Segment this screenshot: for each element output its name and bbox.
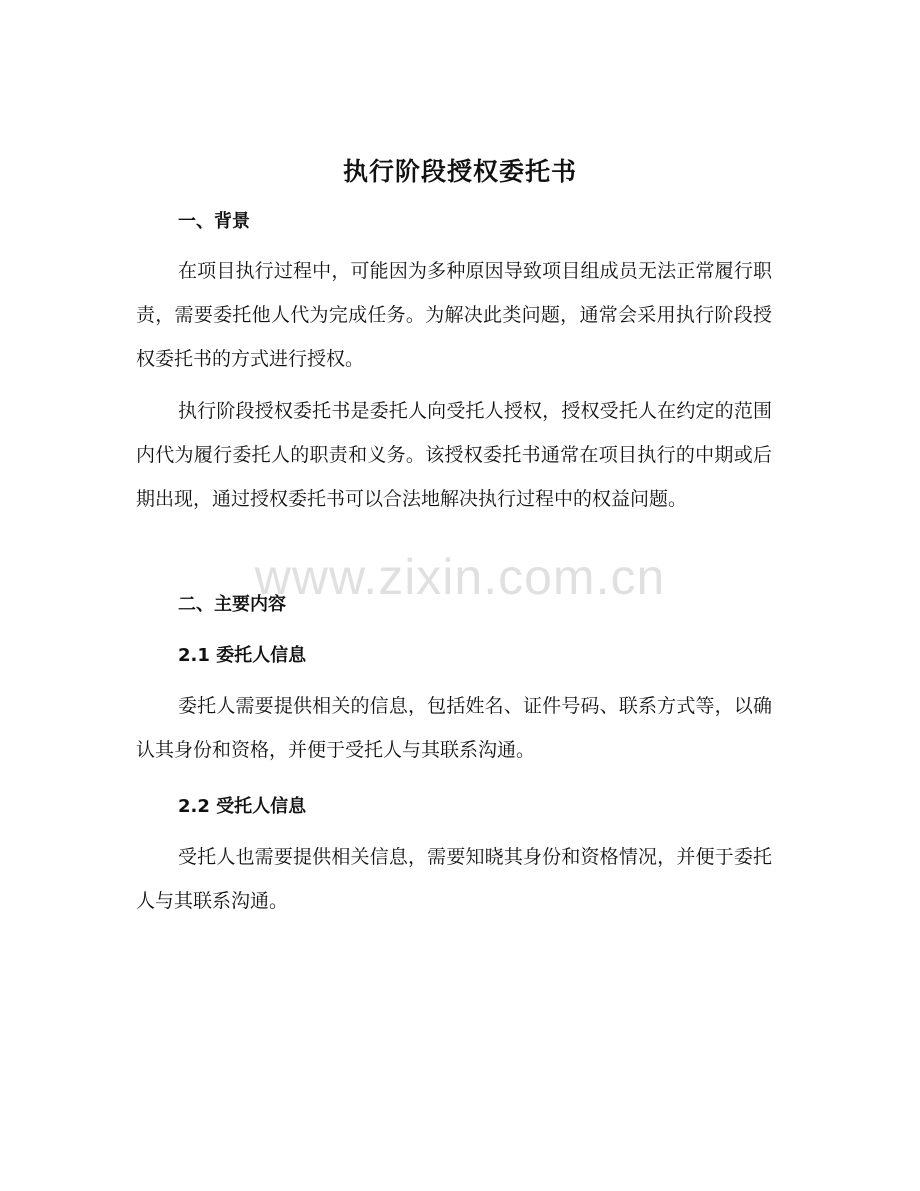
paragraph-agent-info: 受托人也需要提供相关信息，需要知晓其身份和资格情况，并便于委托人与其联系沟通。: [136, 846, 772, 912]
paragraph-principal-info: 委托人需要提供相关的信息，包括姓名、证件号码、联系方式等，以确认其身份和资格，并便于受托人与其联系沟通。: [136, 695, 772, 761]
section-heading-main-content: 二、主要内容: [178, 594, 286, 615]
subsection-heading-principal: 2.1 委托人信息: [178, 645, 307, 666]
watermark: www.zixin.com.cn: [254, 549, 666, 605]
section-heading-background: 一、背景: [178, 211, 250, 232]
document-title: 执行阶段授权委托书: [342, 157, 577, 186]
paragraph-background-1: 在项目执行过程中，可能因为多种原因导致项目组成员无法正常履行职责，需要委托他人代为完成任务。为解决此类问题，通常会采用执行阶段授权委托书的方式进行授权。: [136, 260, 772, 370]
subsection-heading-agent: 2.2 受托人信息: [178, 796, 307, 817]
paragraph-background-2: 执行阶段授权委托书是委托人向受托人授权，授权受托人在约定的范围内代为履行委托人的职责和义务。该授权委托书通常在项目执行的中期或后期出现，通过授权委托书可以合法地解决执行过程中的权益问题。: [136, 400, 772, 510]
